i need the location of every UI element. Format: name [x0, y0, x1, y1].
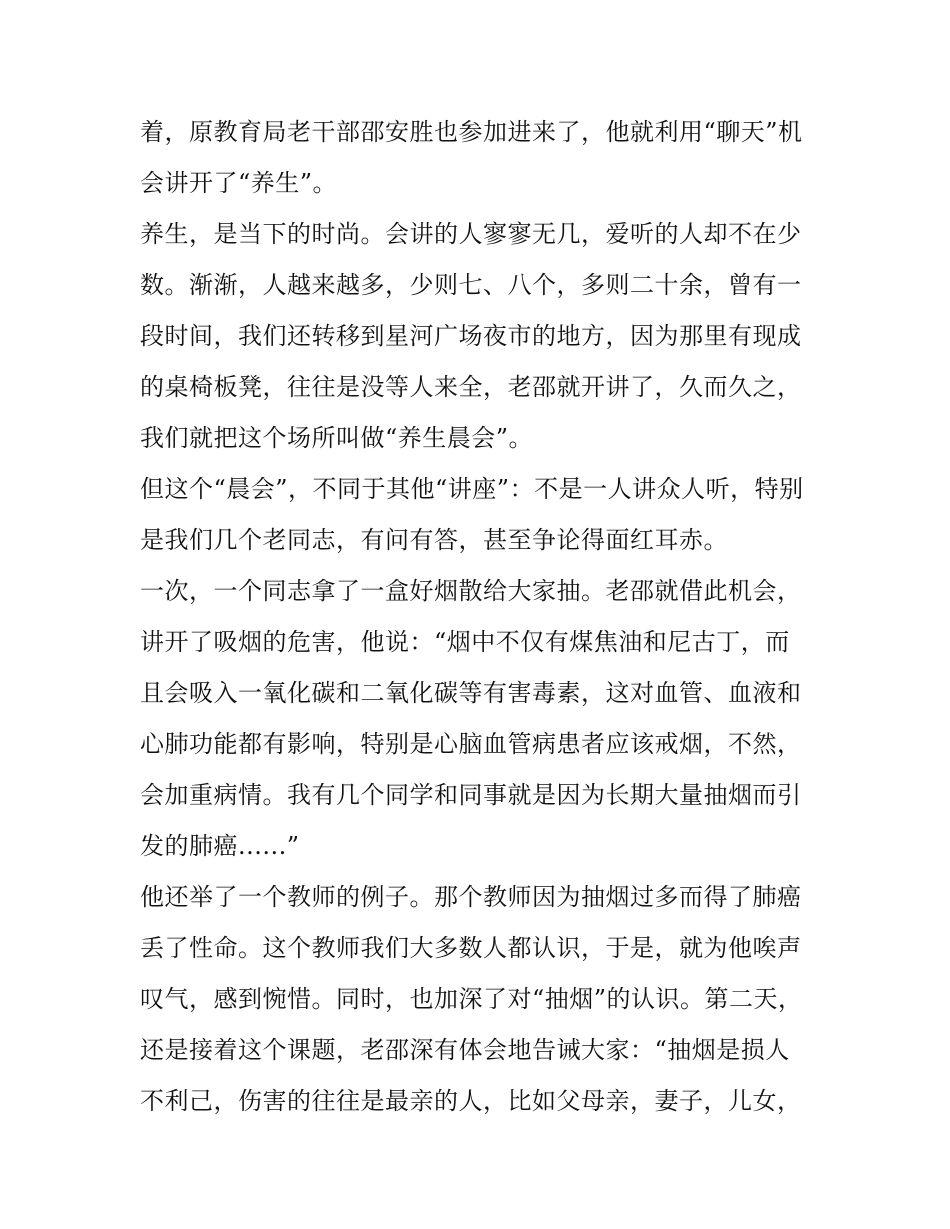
text-line: 但这个“晨会”，不同于其他“讲座”：不是一人讲众人听，特别 — [140, 475, 804, 503]
document-body — [140, 107, 810, 1127]
text-line: 叹气，感到惋惜。同时，也加深了对“抽烟”的认识。第二天， — [140, 985, 803, 1013]
text-line: 丢了性命。这个教师我们大多数人都认识，于是，就为他唉声 — [140, 934, 802, 962]
text-line: 讲开了吸烟的危害，他说：“烟中不仅有煤焦油和尼古丁，而 — [140, 628, 790, 656]
text-line: 是我们几个老同志，有问有答，甚至争论得面红耳赤。 — [140, 526, 728, 554]
text-line: 数。渐渐，人越来越多，少则七、八个，多则二十余，曾有一 — [140, 271, 802, 299]
text-line: 会讲开了“养生”。 — [140, 169, 338, 197]
text-line: 的桌椅板凳，往往是没等人来全，老邵就开讲了，久而久之， — [140, 373, 802, 401]
text-line: 不利己，伤害的往往是最亲的人，比如父母亲，妻子，儿女， — [140, 1087, 802, 1115]
text-line: 他还举了一个教师的例子。那个教师因为抽烟过多而得了肺癌 — [140, 883, 802, 911]
text-line: 还是接着这个课题，老邵深有体会地告诫大家：“抽烟是损人 — [140, 1036, 790, 1064]
text-line: 心肺功能都有影响，特别是心脑血管病患者应该戒烟，不然， — [140, 730, 802, 758]
text-line: 发的肺癌......” — [140, 832, 300, 860]
text-line: 养生，是当下的时尚。会讲的人寥寥无几，爱听的人却不在少 — [140, 220, 802, 248]
text-line: 会加重病情。我有几个同学和同事就是因为长期大量抽烟而引 — [140, 781, 802, 809]
text-line: 我们就把这个场所叫做“养生晨会”。 — [140, 424, 534, 452]
text-line: 段时间，我们还转移到星河广场夜市的地方，因为那里有现成 — [140, 322, 802, 350]
text-line: 且会吸入一氧化碳和二氧化碳等有害毒素，这对血管、血液和 — [140, 679, 802, 707]
text-line: 着，原教育局老干部邵安胜也参加进来了，他就利用“聊天”机 — [140, 118, 803, 146]
text-line: 一次，一个同志拿了一盒好烟散给大家抽。老邵就借此机会， — [140, 577, 802, 605]
